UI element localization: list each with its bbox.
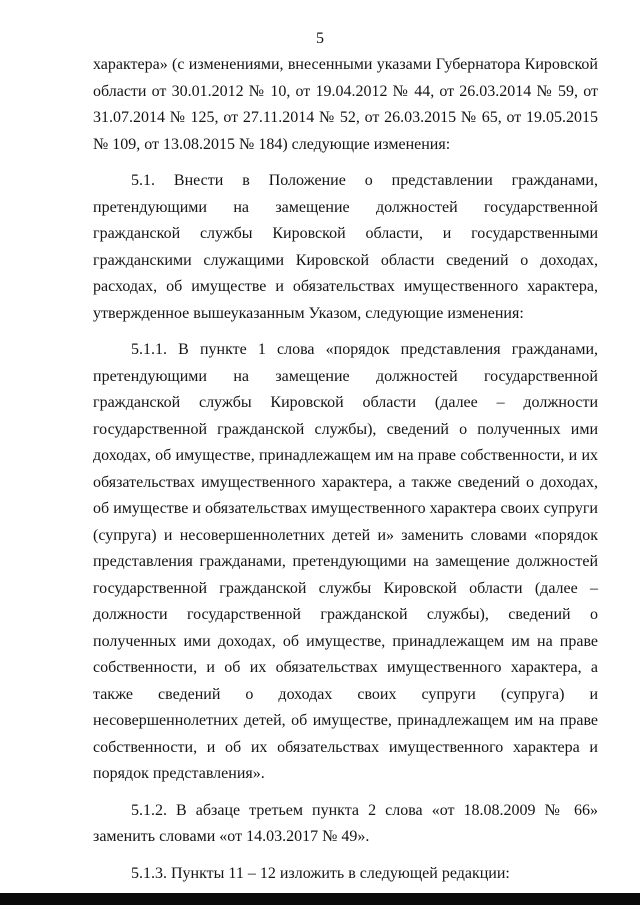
paragraph-item-5-1: 5.1. Внести в Положение о представлении гражданами, претендующими на замещение должностей государственной гражданской службы Кировской области, и государственными гражданскими служащими Кировской области сведений о доходах, расходах, об имуществе и обязательствах имущественного характера, утвержденное вышеуказанным Указом, следующие изменения:	[93, 172, 598, 322]
paragraph-item-5-1-3: 5.1.3. Пункты 11 – 12 изложить в следующей редакции:	[131, 864, 510, 882]
scan-bottom-edge	[0, 893, 640, 905]
paragraph-item-5-1-1: 5.1.1. В пункте 1 слова «порядок представления гражданами, претендующими на замещение должностей государственной гражданской службы Кировской области (далее – должности государственной гражданской службы), сведений о полученных ими доходах, об имуществе, принадлежащем им на праве собственности, и их обязательствах имущественного характера, а также сведений о доходах, об имуществе и обязательствах имущественного характера своих супруги (супруга) и несовершеннолетних детей и» заменить словами «порядок представления гражданами, претендующими на замещение должностей государственной гражданской службы Кировской области (далее – должности государственной гражданской службы), сведений о полученных ими доходах, об имуществе, принадлежащем им на праве собственности, и об их обязательствах имущественного характера, а также сведений о доходах своих супруги (супруга) и несовершеннолетних детей, об имуществе, принадлежащем им на праве собственности, и об их обязательствах имущественного характера и порядок представления».	[93, 341, 598, 782]
page-number: 5	[316, 30, 324, 47]
paragraph-item-5-1-2: 5.1.2. В абзаце третьем пункта 2 слова «от 18.08.2009 № 66» заменить словами «от 14.03.2017 № 49».	[93, 801, 598, 845]
paragraph-intro-continuation: характера» (с изменениями, внесенными указами Губернатора Кировской области от 30.01.2012 № 10, от 19.04.2012 № 44, от 26.03.2014 № 59, от 31.07.2014 № 125, от 27.11.2014 № 52, от 26.03.2015 № 65, от 19.05.2015 № 109, от 13.08.2015 № 184) следующие изменения:	[93, 56, 598, 153]
document-body	[93, 52, 598, 887]
